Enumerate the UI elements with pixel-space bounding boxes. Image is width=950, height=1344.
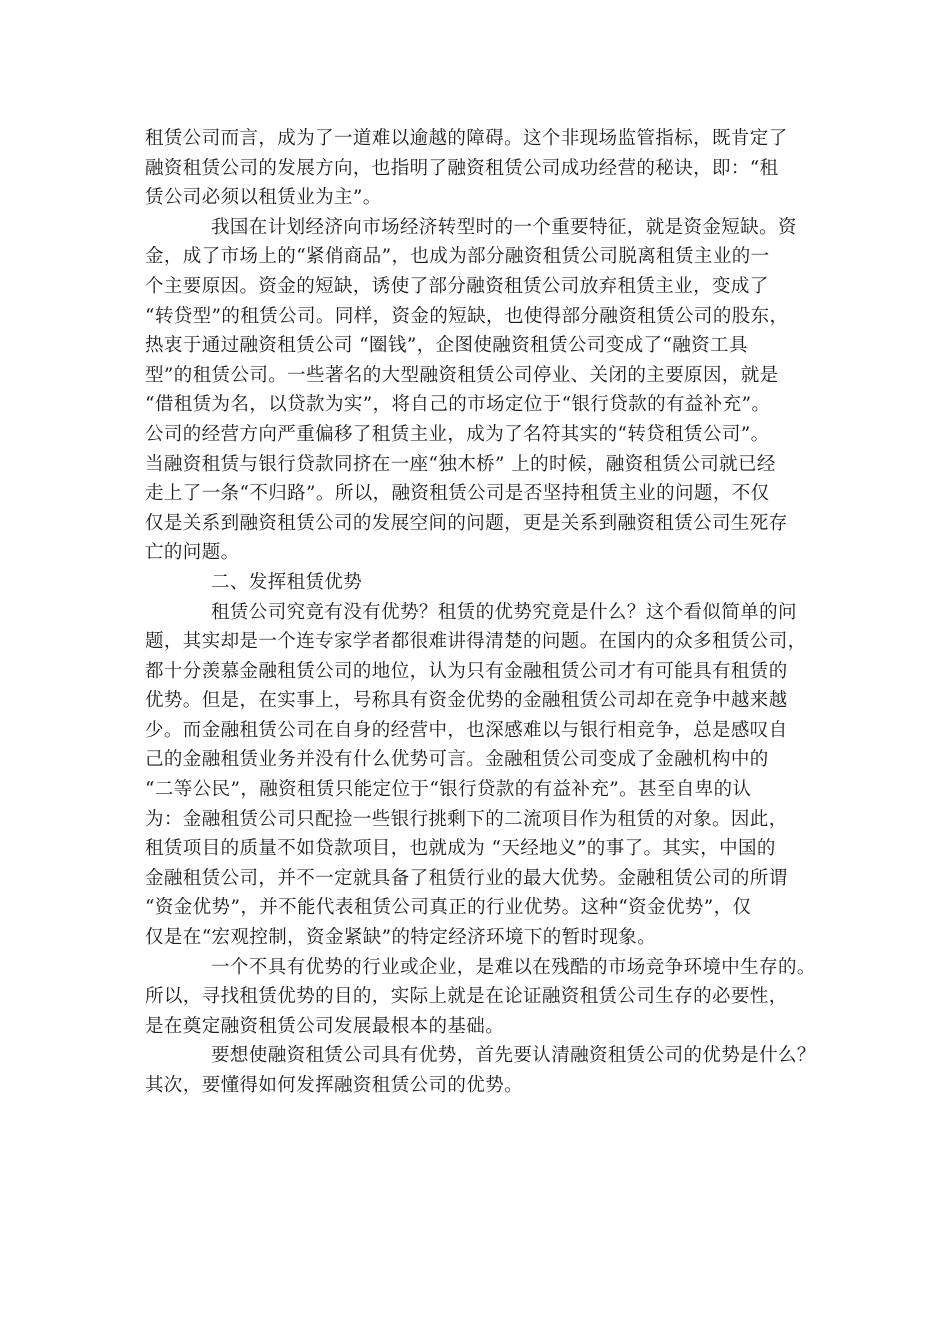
text-line: 为：金融租赁公司只配捡一些银行挑剩下的二流项目作为租赁的对象。因此，	[145, 808, 788, 830]
paragraph	[145, 598, 825, 953]
text-line: 租赁公司而言，成为了一道难以逾越的障碍。这个非现场监管指标，既肯定了	[145, 128, 788, 149]
text-line: “转贷型”的租赁公司。同样，资金的短缺，也使得部分融资租赁公司的股东，	[145, 305, 789, 327]
text-line: 仅是关系到融资租赁公司的发展空间的问题，更是关系到融资租赁公司生死存	[145, 512, 788, 534]
text-line: “资金优势”，并不能代表租赁公司真正的行业优势。这种“资金优势”，仅	[145, 897, 752, 919]
paragraph	[145, 213, 825, 568]
paragraph	[145, 1041, 825, 1100]
text-line: 题，其实却是一个连专家学者都很难讲得清楚的问题。在国内的众多租赁公司，	[145, 631, 807, 653]
paragraph	[145, 953, 825, 1042]
text-line: 亡的问题。	[145, 542, 240, 564]
text-line: 型”的租赁公司。一些著名的大型融资租赁公司停业、关闭的主要原因，就是	[145, 364, 779, 386]
text-line: 融资租赁公司的发展方向，也指明了融资租赁公司成功经营的秘诀，即：“租	[145, 157, 779, 179]
text-line: 当融资租赁与银行贷款同挤在一座“独木桥” 上的时候，融资租赁公司就已经	[145, 453, 776, 475]
text-line: 是在奠定融资租赁公司发展最根本的基础。	[145, 1015, 505, 1037]
text-line: 仅是在“宏观控制，资金紧缺”的特定经济环境下的暂时现象。	[145, 927, 657, 949]
text-line: “二等公民”，融资租赁只能定位于“银行贷款的有益补充”。甚至自卑的认	[145, 779, 752, 801]
text-line: 要想使融资租赁公司具有优势，首先要认清融资租赁公司的优势是什么？	[211, 1045, 816, 1067]
text-line: 其次，要懂得如何发挥融资租赁公司的优势。	[145, 1075, 524, 1096]
text-line: 己的金融租赁业务并没有什么优势可言。金融租赁公司变成了金融机构中的	[145, 749, 769, 771]
text-line: 都十分羡慕金融租赁公司的地位，认为只有金融租赁公司才有可能具有租赁的	[145, 660, 788, 682]
section-heading	[145, 568, 825, 598]
text-line: 我国在计划经济向市场经济转型时的一个重要特征，就是资金短缺。资	[211, 216, 797, 238]
text-line: 优势。但是，在实事上，号称具有资金优势的金融租赁公司却在竞争中越来越	[145, 690, 788, 712]
text-line: 公司的经营方向严重偏移了租赁主业，成为了名符其实的“转贷租赁公司”。	[145, 423, 770, 445]
text-line: “借租赁为名，以贷款为实”，将自己的市场定位于“银行贷款的有益补充”。	[145, 394, 771, 416]
text-line: 个主要原因。资金的短缺，诱使了部分融资租赁公司放弃租赁主业，变成了	[145, 275, 769, 297]
text-line: 热衷于通过融资租赁公司 “圈钱”，企图使融资租赁公司变成了“融资工具	[145, 335, 748, 357]
text-line: 二、发挥租赁优势	[211, 571, 363, 593]
text-line: 租赁项目的质量不如贷款项目，也就成为 “天经地义”的事了。其实，中国的	[145, 838, 776, 860]
text-line: 金融租赁公司，并不一定就具备了租赁行业的最大优势。金融租赁公司的所谓	[145, 867, 788, 889]
text-line: 赁公司必须以租赁业为主”。	[145, 187, 382, 209]
text-line: 所以，寻找租赁优势的目的，实际上就是在论证融资租赁公司生存的必要性，	[145, 986, 788, 1008]
text-line: 一个不具有优势的行业或企业，是难以在残酷的市场竞争环境中生存的。	[211, 956, 816, 978]
document-page	[145, 124, 825, 1101]
text-line: 走上了一条“不归路”。所以，融资租赁公司是否坚持租赁主业的问题，不仅	[145, 483, 770, 505]
text-line: 金，成了市场上的“紧俏商品”，也成为部分融资租赁公司脱离租赁主业的一	[145, 246, 770, 268]
paragraph	[145, 124, 825, 213]
body-text	[145, 124, 825, 1101]
text-line: 少。而金融租赁公司在自身的经营中，也深感难以与银行相竞争，总是感叹自	[145, 719, 788, 741]
text-line: 租赁公司究竟有没有优势？租赁的优势究竟是什么？这个看似简单的问	[211, 601, 797, 623]
